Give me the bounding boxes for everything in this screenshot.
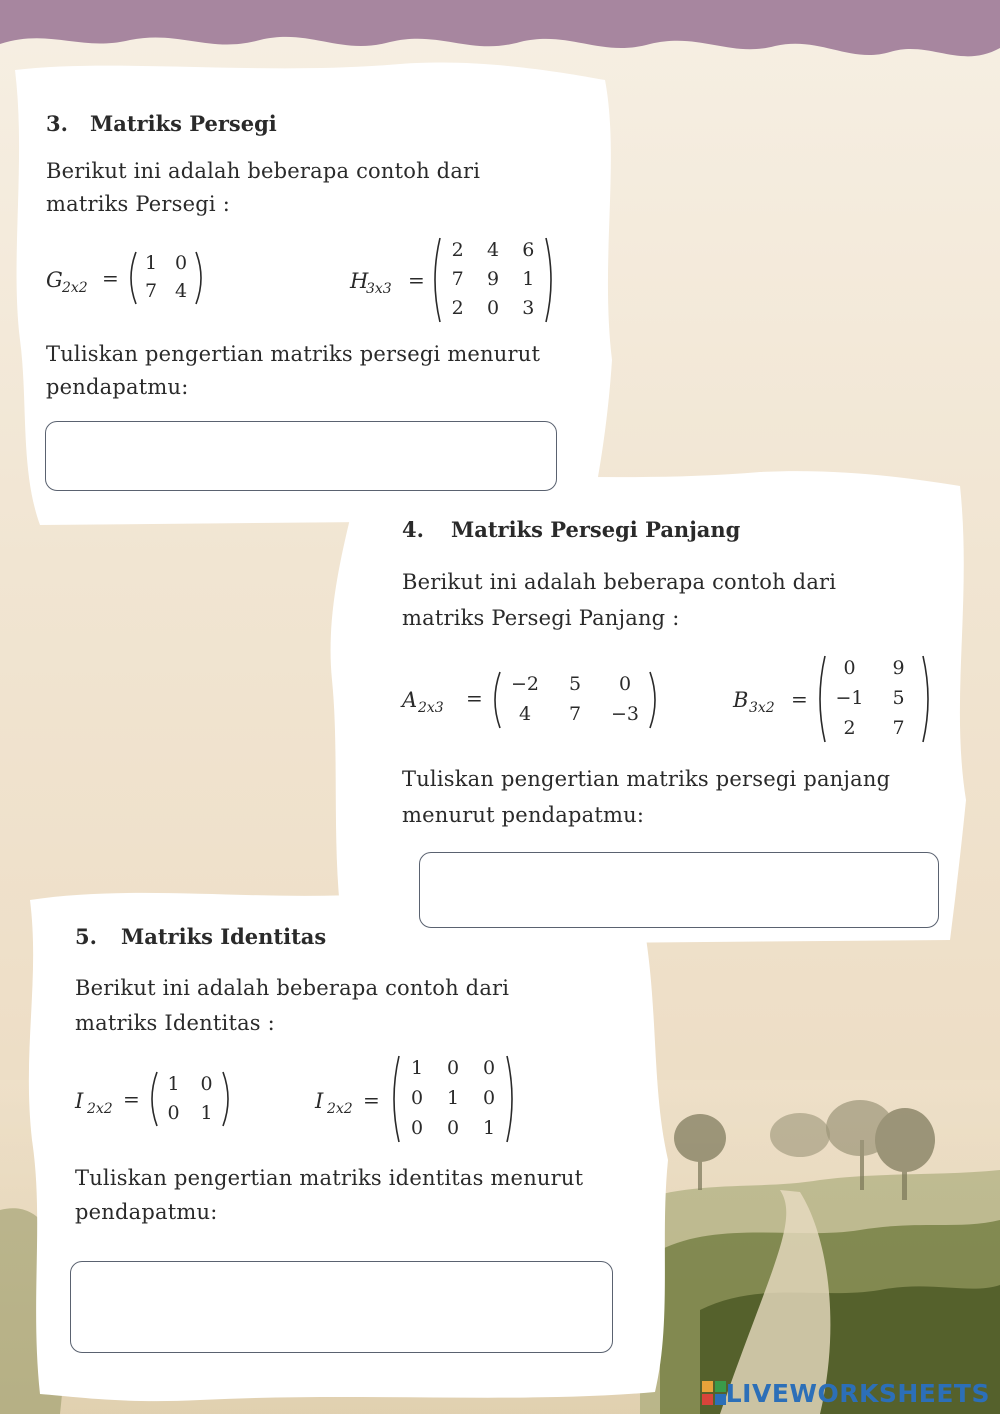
matrix-cell: 7 [144,280,158,302]
section-4-prompt-line2: menurut pendapatmu: [402,803,645,827]
right-paren [650,672,655,728]
matrix-cell: 2 [451,297,464,320]
liveworksheets-brand[interactable]: LIVEWORKSHEETS [725,1379,990,1408]
matrix-H-equals: = [408,268,425,292]
section-4-answer-box[interactable] [419,852,939,928]
section-3-number: 3. [46,111,68,136]
matrix-cell: 0 [410,1087,424,1109]
matrix-I-2x2 [75,1070,255,1132]
section-5-number: 5. [75,924,97,949]
matrix-cell: −3 [610,703,639,725]
matrix-cell: 0 [843,657,856,679]
section-5-title: Matriks Identitas [121,924,327,949]
matrix-cell: 9 [892,657,905,679]
matrix-G-name: G [46,268,63,292]
matrix-cell: 4 [174,280,188,302]
matrix-cell: 4 [486,238,500,261]
section-4-title: Matriks Persegi Panjang [451,517,741,542]
matrix-H-size: 3x3 [366,281,392,297]
matrix-cell: −2 [510,673,539,695]
matrix-cell: 0 [167,1101,180,1124]
right-paren [507,1056,512,1142]
matrix-cell: 5 [892,687,905,709]
matrix-cell: 2 [843,717,856,739]
matrix-I-3x3 [315,1054,535,1146]
matrix-cell: 3 [522,297,535,320]
section-5-prompt-line2: pendapatmu: [75,1200,218,1224]
section-3-prompt-line2: pendapatmu: [46,375,189,399]
matrix-cell: 1 [522,268,535,290]
matrix-cell: 1 [144,252,158,274]
matrix-cell: 1 [167,1072,180,1095]
matrix-cell: 0 [200,1072,213,1095]
matrix-A [402,670,672,734]
matrix-G-size: 2x2 [62,280,88,296]
matrix-cell: 6 [522,238,535,261]
matrix-B-name: B [733,688,749,712]
section-3-answer-box[interactable] [45,421,557,491]
matrix-cell: 1 [410,1057,424,1079]
matrix-cell: 0 [446,1057,460,1079]
matrix-I-2x2-equals: = [123,1087,140,1111]
matrix-cell: 0 [482,1087,496,1109]
section-3-prompt-line1: Tuliskan pengertian matriks persegi menurut [46,342,541,366]
matrix-I-3x3-equals: = [363,1088,380,1112]
matrix-G-equals: = [102,266,119,290]
right-paren [546,238,551,322]
matrix-cell: 7 [568,703,582,725]
section-3-title: Matriks Persegi [90,111,277,136]
matrix-A-size: 2x3 [418,700,444,716]
matrix-G [46,250,246,310]
matrix-B-size: 3x2 [749,700,775,716]
matrix-cell: 0 [482,1057,496,1079]
section-5-answer-box[interactable] [70,1261,613,1353]
matrix-A-equals: = [466,686,483,710]
matrix-cell: 0 [174,252,188,274]
liveworksheets-logo-icon [702,1381,726,1405]
right-paren [196,252,201,304]
matrix-cell: 4 [518,703,532,725]
section-4-intro-line1: Berikut ini adalah beberapa contoh dari [402,570,837,594]
section-5-intro-line2: matriks Identitas : [75,1011,275,1035]
matrix-cell: −1 [835,687,864,709]
matrix-I-2x2-name: I [75,1089,84,1113]
section-3-intro-line1: Berikut ini adalah beberapa contoh dari [46,159,481,183]
matrix-cell: 0 [486,297,500,320]
matrix-B-equals: = [791,687,808,711]
matrix-cell: 7 [451,268,464,290]
matrix-cell: 1 [482,1117,496,1139]
section-5-intro-line1: Berikut ini adalah beberapa contoh dari [75,976,510,1000]
matrix-cell: 0 [410,1117,424,1139]
matrix-I-3x3-name: I [315,1089,324,1113]
matrix-A-name: A [402,688,418,712]
matrix-cell: 0 [446,1117,460,1139]
matrix-I-2x2-size: 2x2 [87,1101,113,1117]
matrix-cell: 7 [892,717,905,739]
matrix-H-name: H [350,269,369,293]
matrix-cell: 2 [451,238,464,261]
matrix-cell: 1 [446,1087,460,1109]
matrix-H [350,236,560,326]
right-paren [923,656,928,742]
matrix-cell: 9 [486,268,500,290]
matrix-cell: 5 [568,673,582,695]
matrix-I-3x3-size: 2x2 [327,1101,353,1117]
section-3-intro-line2: matriks Persegi : [46,192,230,216]
matrix-cell: 1 [200,1101,213,1124]
section-5-prompt-line1: Tuliskan pengertian matriks identitas menurut [75,1166,584,1190]
section-4-number: 4. [402,517,424,542]
right-paren [223,1072,228,1126]
section-4-prompt-line1: Tuliskan pengertian matriks persegi panjang [402,767,891,791]
matrix-B [733,654,943,748]
matrix-cell: 0 [618,673,632,695]
section-4-intro-line2: matriks Persegi Panjang : [402,606,680,630]
